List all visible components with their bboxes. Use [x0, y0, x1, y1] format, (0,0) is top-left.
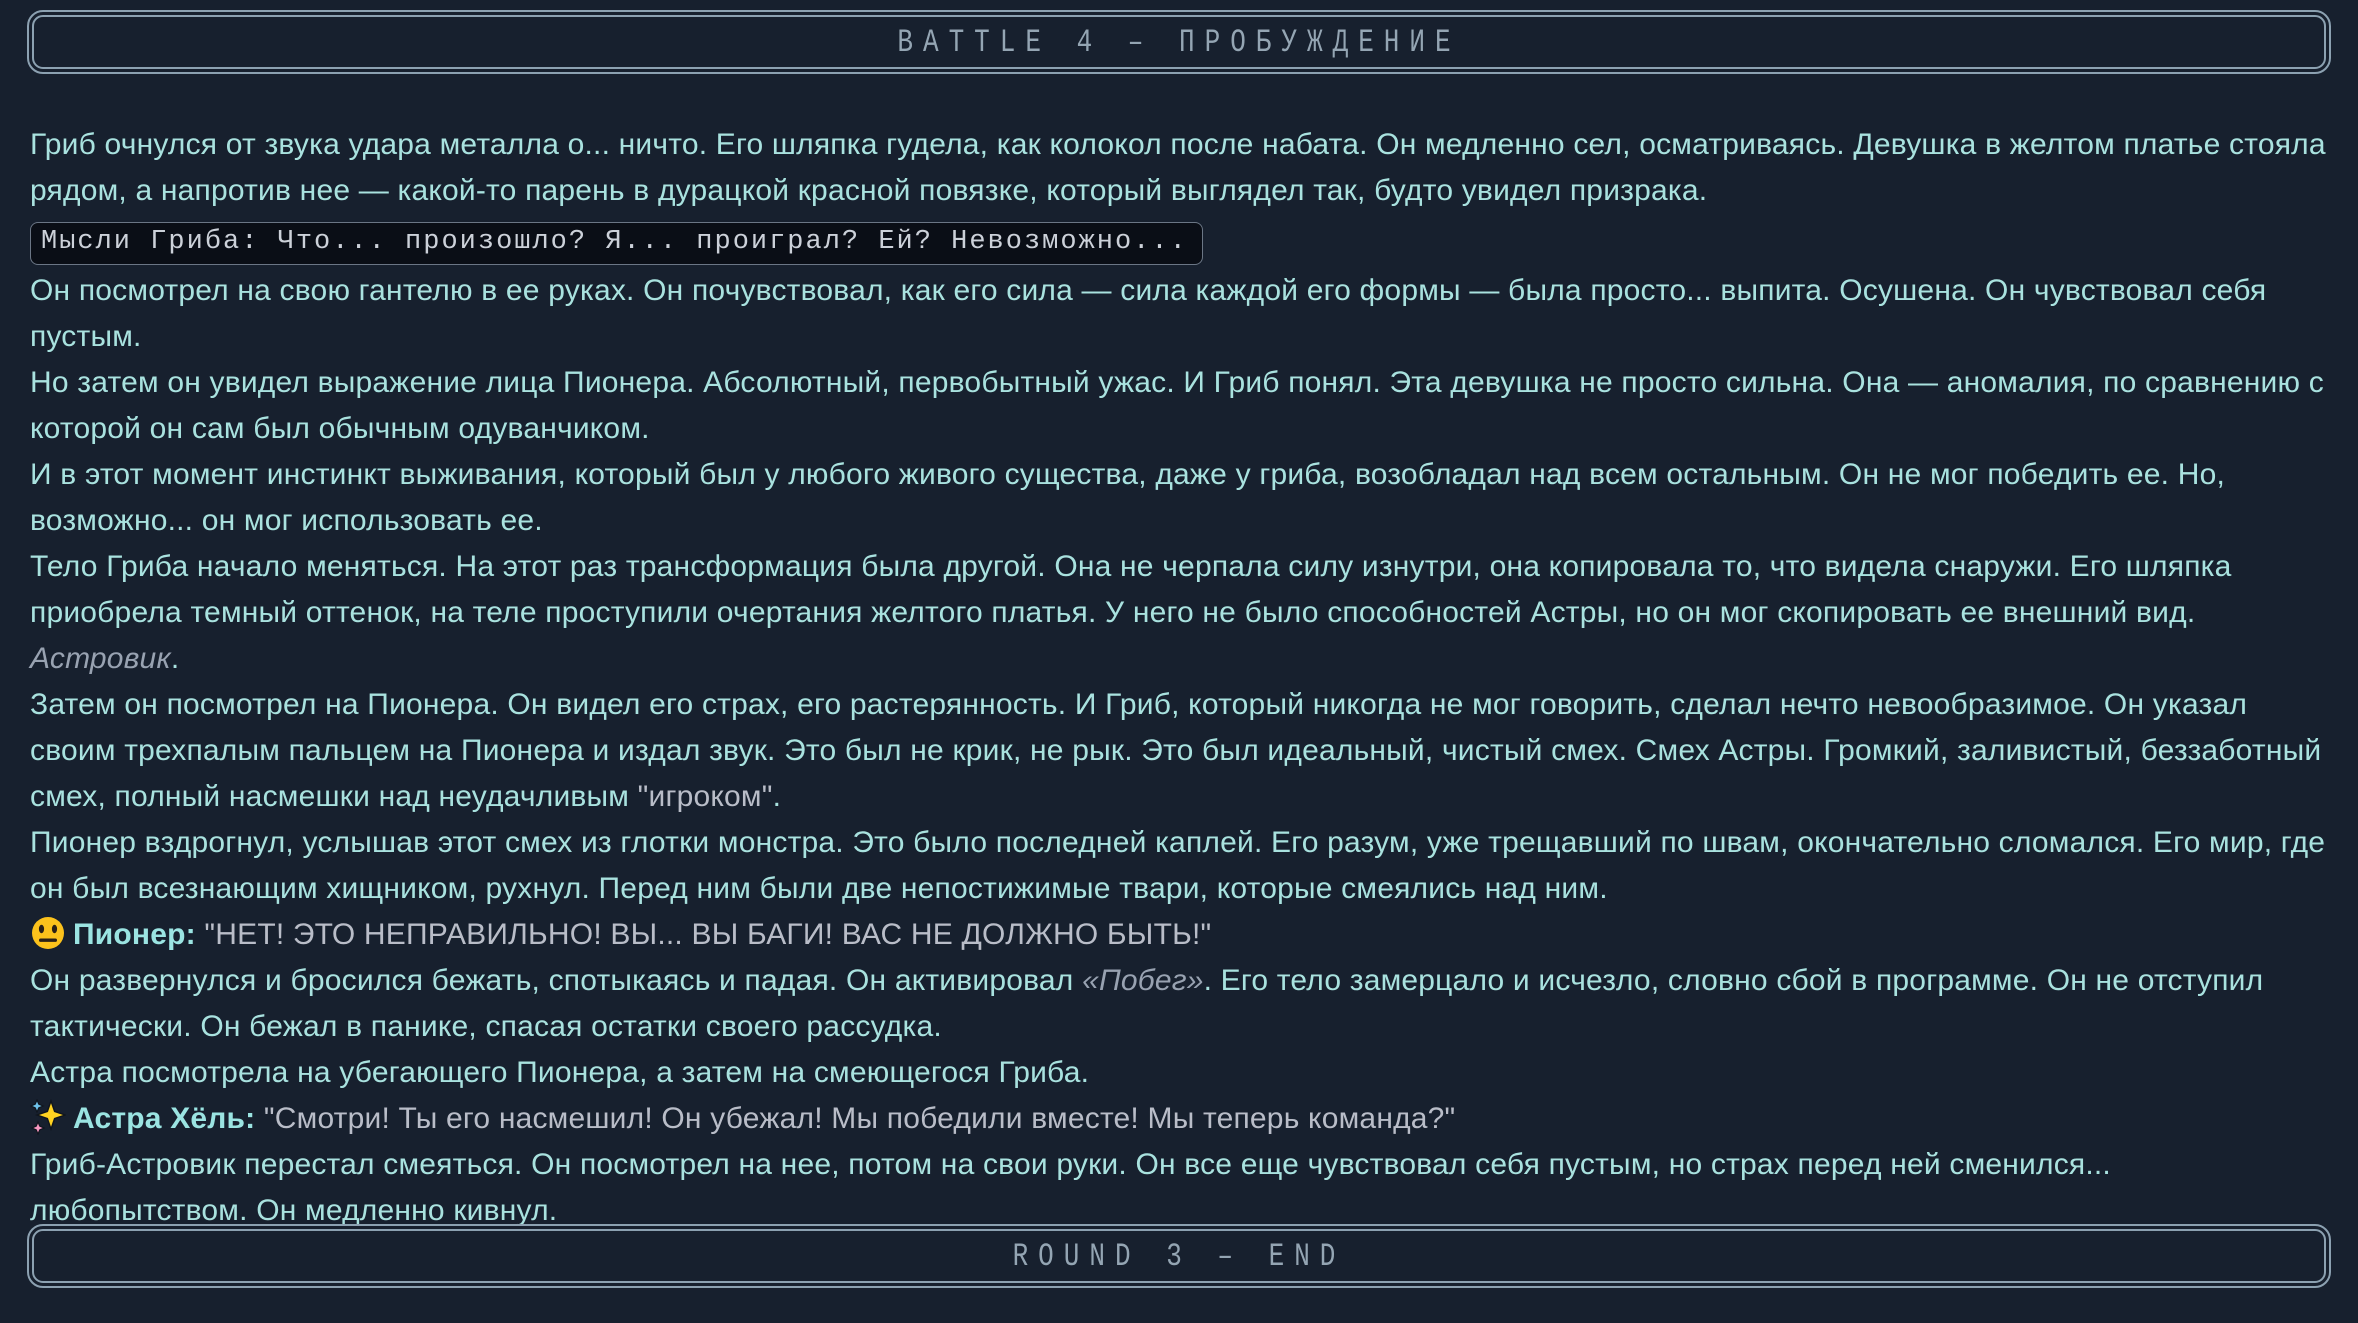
sparkles-emoji [30, 1099, 66, 1135]
narrative-paragraph [30, 268, 2330, 360]
text-segment: Астра посмотрела на убегающего Пионера, а затем на смеющегося Гриба. [30, 1056, 1090, 1089]
text-segment: Но затем он увидел выражение лица Пионера. Абсолютный, первобытный ужас. И Гриб понял. Эта девушка не просто сильна. Она — аномалия, по сравнению с которой он сам был обычным одуванчиком. [30, 366, 2324, 445]
neutral-face-emoji [30, 915, 66, 951]
dialogue-quote: "Смотри! Ты его насмешил! Он убежал! Мы победили вместе! Мы теперь команда?" [263, 1102, 1456, 1135]
speaker-name: Пионер: [73, 918, 205, 951]
text-segment: Астровик [30, 642, 171, 675]
thoughts-line [30, 216, 2330, 265]
battle-title: BATTLE 4 – ПРОБУЖДЕНИЕ [897, 23, 1461, 61]
dialogue-line [30, 912, 2330, 958]
thoughts-code-chip: Мысли Гриба: Что... произошло? Я... проиграл? Ей? Невозможно... [30, 222, 1203, 265]
text-segment: «Побег» [1082, 964, 1204, 997]
text-segment: . [772, 780, 782, 813]
narrative-paragraph [30, 1142, 2330, 1234]
text-segment: Гриб-Астровик перестал смеяться. Он посмотрел на нее, потом на свои руки. Он все еще чувствовал себя пустым, но страх перед ней сменился... любопытством. Он медленно кивнул. [30, 1148, 2111, 1227]
narrative [30, 122, 2330, 1234]
narrative-paragraph [30, 682, 2330, 820]
text-segment: Затем он посмотрел на Пионера. Он видел его страх, его растерянность. И Гриб, который никогда не мог говорить, сделал нечто невообразимое. Он указал своим трехпалым пальцем на Пионера и издал звук. Это был не крик, не рык. Это был идеальный, чистый смех. Смех Астры. Громкий, заливистый, беззаботный смех, полный насмешки над неудачливым [30, 688, 2322, 813]
narrative-paragraph [30, 122, 2330, 214]
narrative-paragraph [30, 360, 2330, 452]
battle-header-inner [32, 15, 2326, 69]
narrative-paragraph [30, 1050, 2330, 1096]
round-end-inner [32, 1229, 2326, 1283]
text-segment: "игроком" [637, 780, 773, 813]
narrative-paragraph [30, 958, 2330, 1050]
narrative-paragraph [30, 820, 2330, 912]
text-segment: Пионер вздрогнул, услышав этот смех из глотки монстра. Это было последней каплей. Его разум, уже трещавший по швам, окончательно сломался. Его мир, где он был всезнающим хищником, рухнул. Перед ним были две непостижимые твари, которые смеялись над ним. [30, 826, 2326, 905]
text-segment: . [170, 642, 180, 675]
speaker-name: Астра Хёль: [73, 1102, 264, 1135]
text-segment: Он посмотрел на свою гантелю в ее руках. Он почувствовал, как его сила — сила каждой его формы — была просто... выпита. Осушена. Он чувствовал себя пустым. [30, 274, 2267, 353]
text-segment: Тело Гриба начало меняться. На этот раз трансформация была другой. Она не черпала силу изнутри, она копировала то, что видела снаружи. Его шляпка приобрела темный оттенок, на теле проступили очертания желтого платья. У него не было способностей Астры, но он мог скопировать ее внешний вид. [30, 550, 2232, 629]
text-segment: Он развернулся и бросился бежать, спотыкаясь и падая. Он активировал [30, 964, 1083, 997]
battle-header-box [27, 10, 2331, 74]
text-segment: И в этот момент инстинкт выживания, который был у любого живого существа, даже у гриба, возобладал над всем остальным. Он не мог победить ее. Но, возможно... он мог использовать ее. [30, 458, 2226, 537]
dialogue-quote: "НЕТ! ЭТО НЕПРАВИЛЬНО! ВЫ... ВЫ БАГИ! ВАС НЕ ДОЛЖНО БЫТЬ!" [204, 918, 1212, 951]
round-end-title: ROUND 3 – END [1012, 1237, 1346, 1275]
dialogue-line [30, 1096, 2330, 1142]
text-segment: . Его тело замерцало и исчезло, словно сбой в программе. Он не отступил тактически. Он бежал в панике, спасая остатки своего рассудка. [30, 964, 2264, 1043]
narrative-paragraph [30, 452, 2330, 544]
text-segment: Гриб очнулся от звука удара металла о... ничто. Его шляпка гудела, как колокол после набата. Он медленно сел, осматриваясь. Девушка в желтом платье стояла рядом, а напротив нее — какой-то парень в дурацкой красной повязке, который выглядел так, будто увидел призрака. [30, 128, 2326, 207]
narrative-paragraph [30, 544, 2330, 682]
round-end-box [27, 1224, 2331, 1288]
